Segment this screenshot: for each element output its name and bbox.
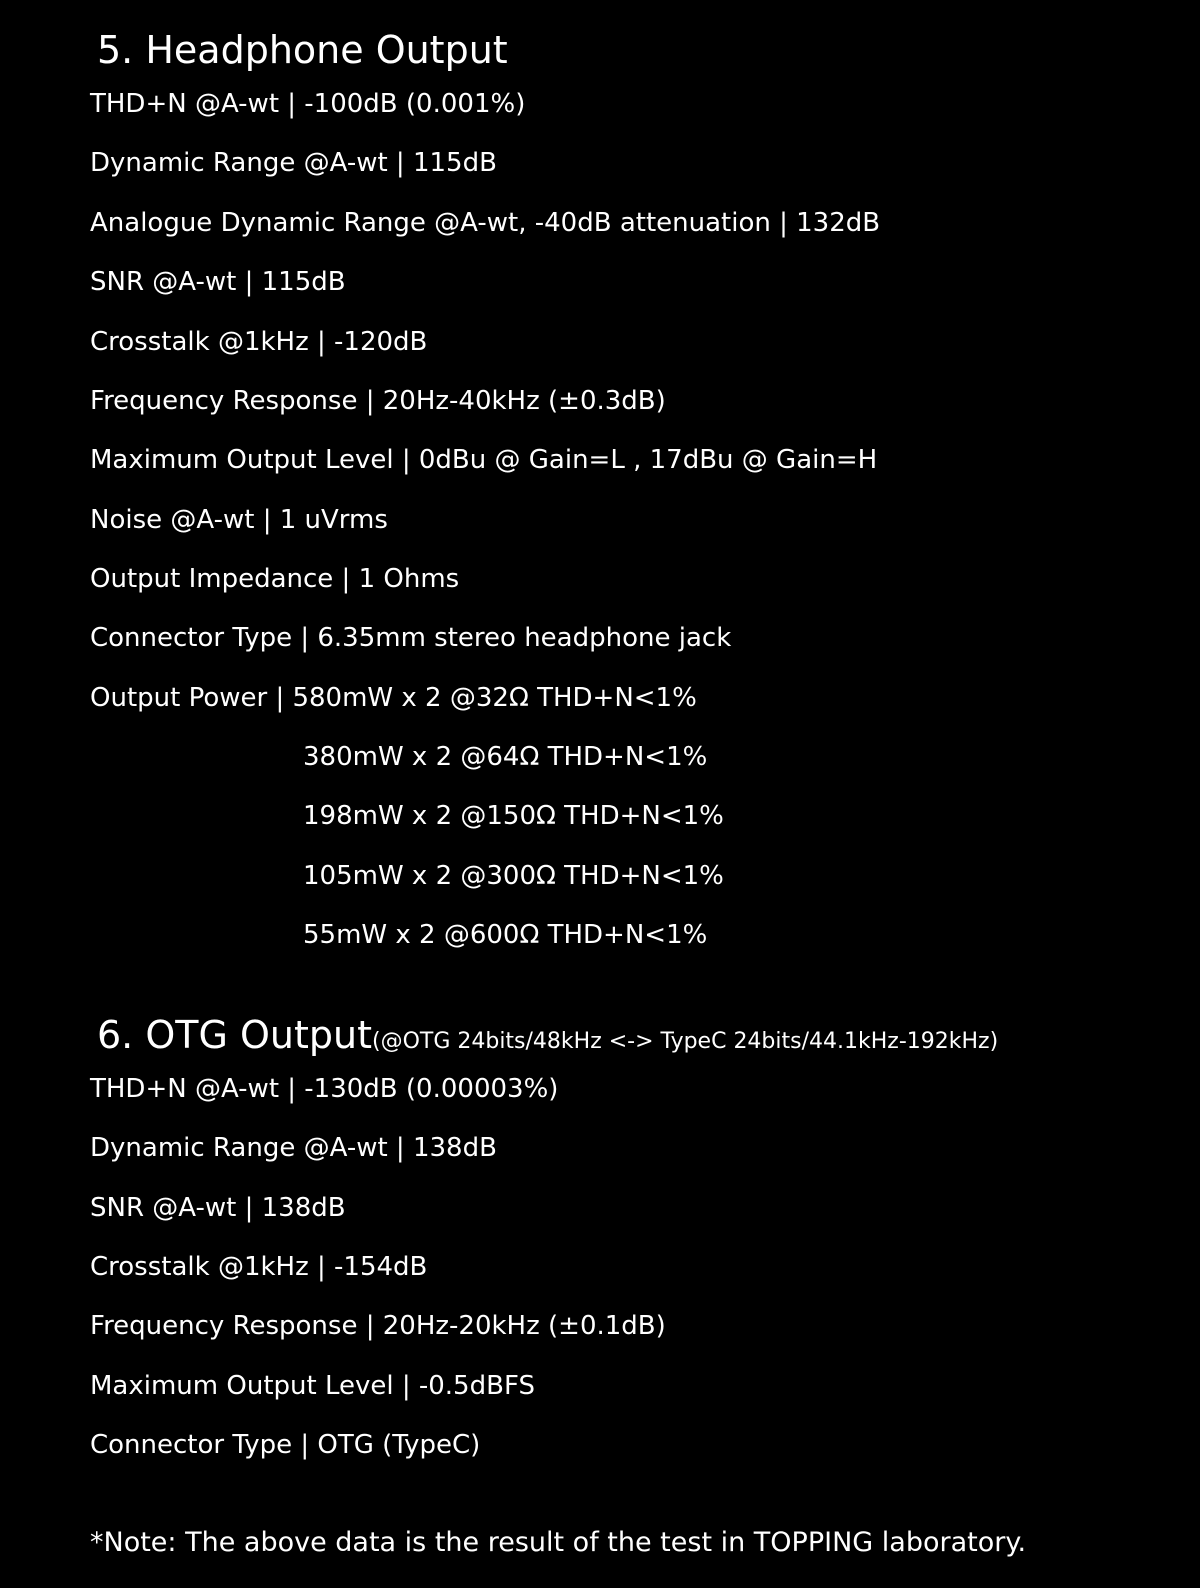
section-title-text: 6. OTG Output <box>97 1013 372 1057</box>
spec-line: Crosstalk @1kHz | -154dB <box>90 1252 428 1282</box>
output-power-line: 198mW x 2 @150Ω THD+N<1% <box>303 801 724 831</box>
spec-line: THD+N @A-wt | -100dB (0.001%) <box>90 89 526 119</box>
section-title-headphone-output: 5. Headphone Output <box>97 28 508 72</box>
spec-line: Maximum Output Level | -0.5dBFS <box>90 1371 535 1401</box>
spec-line: Frequency Response | 20Hz-20kHz (±0.1dB) <box>90 1311 666 1341</box>
section-title-otg-output <box>97 1012 998 1065</box>
spec-line: Analogue Dynamic Range @A-wt, -40dB attenuation | 132dB <box>90 208 881 238</box>
spec-line: SNR @A-wt | 115dB <box>90 267 346 297</box>
output-power-line: 55mW x 2 @600Ω THD+N<1% <box>303 920 708 950</box>
spec-line: Connector Type | 6.35mm stereo headphone jack <box>90 623 732 653</box>
spec-line-output-power: Output Power | 580mW x 2 @32Ω THD+N<1% <box>90 683 697 713</box>
output-power-line: 380mW x 2 @64Ω THD+N<1% <box>303 742 708 772</box>
spec-line: Dynamic Range @A-wt | 115dB <box>90 148 497 178</box>
spec-line: Connector Type | OTG (TypeC) <box>90 1430 481 1460</box>
spec-line: Output Impedance | 1 Ohms <box>90 564 460 594</box>
footnote: *Note: The above data is the result of the test in TOPPING laboratory. <box>90 1527 1027 1558</box>
section-subtitle: (@OTG 24bits/48kHz <-> TypeC 24bits/44.1kHz-192kHz) <box>371 1029 999 1054</box>
output-power-line: 105mW x 2 @300Ω THD+N<1% <box>303 861 724 891</box>
spec-line: Noise @A-wt | 1 uVrms <box>90 505 388 535</box>
spec-line: Crosstalk @1kHz | -120dB <box>90 327 428 357</box>
spec-line: Frequency Response | 20Hz-40kHz (±0.3dB) <box>90 386 666 416</box>
spec-line: Dynamic Range @A-wt | 138dB <box>90 1133 497 1163</box>
spec-line: SNR @A-wt | 138dB <box>90 1193 346 1223</box>
spec-line: THD+N @A-wt | -130dB (0.00003%) <box>90 1074 559 1104</box>
spec-line: Maximum Output Level | 0dBu @ Gain=L , 17dBu @ Gain=H <box>90 445 878 475</box>
